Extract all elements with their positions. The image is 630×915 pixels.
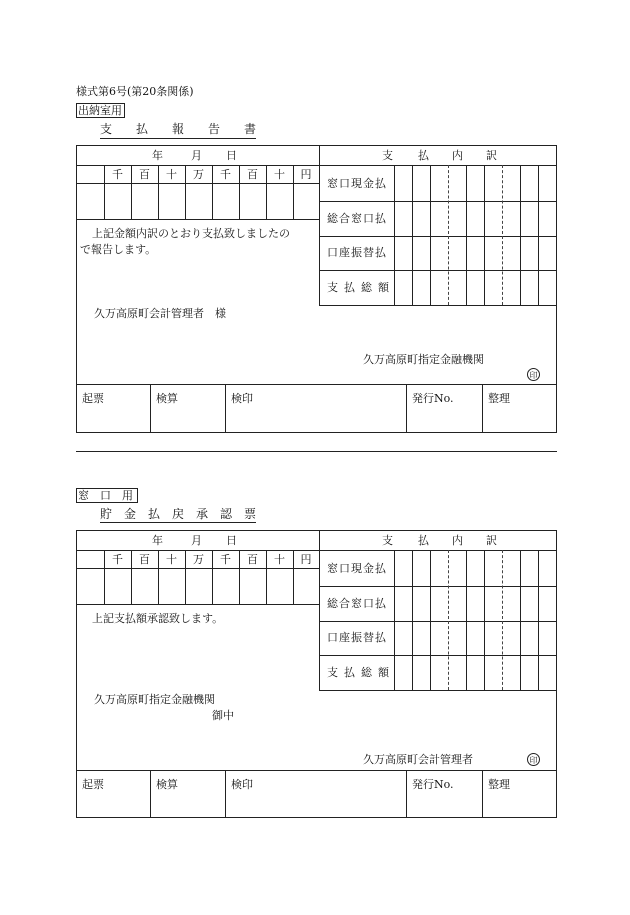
section-divider bbox=[76, 451, 557, 452]
breakdown-header-char: 訳 bbox=[486, 149, 497, 162]
date-day: 日 bbox=[226, 534, 237, 547]
addressee: 久万高原町会計管理者 様 bbox=[94, 307, 226, 320]
digit-unit: 千 bbox=[112, 168, 123, 181]
date-year: 年 bbox=[152, 149, 163, 162]
date-month: 月 bbox=[191, 149, 202, 162]
footer-calculation: 検算 bbox=[156, 392, 178, 405]
section-label-text: 出納室用 bbox=[78, 104, 122, 117]
digit-unit: 万 bbox=[193, 168, 204, 181]
seal-icon: 印 bbox=[527, 368, 540, 381]
footer-inspection-seal: 検印 bbox=[231, 778, 253, 791]
breakdown-header-char: 内 bbox=[452, 149, 463, 162]
digit-unit: 十 bbox=[166, 168, 177, 181]
digit-unit: 百 bbox=[139, 168, 150, 181]
breakdown-header-char: 払 bbox=[418, 149, 429, 162]
footer-filing: 整理 bbox=[488, 778, 510, 791]
footer-issue-no: 発行No. bbox=[412, 778, 454, 791]
breakdown-header-char: 支 bbox=[382, 534, 393, 547]
row-label-transfer: 口座振替払 bbox=[327, 631, 387, 644]
statement-line-1: 上記金額内訳のとおり支払致しましたの bbox=[92, 227, 290, 240]
statement-line-2: で報告します。 bbox=[80, 243, 157, 256]
footer-inspection-seal: 検印 bbox=[231, 392, 253, 405]
digit-unit: 百 bbox=[247, 168, 258, 181]
breakdown-header-char: 内 bbox=[452, 534, 463, 547]
addressee-honorific: 御中 bbox=[212, 709, 234, 722]
title-char: 戻 bbox=[172, 507, 185, 521]
title-char: 票 bbox=[244, 507, 257, 521]
digit-unit: 十 bbox=[274, 553, 285, 566]
footer-drafter: 起票 bbox=[82, 778, 104, 791]
title-char: 貯 bbox=[100, 507, 113, 521]
digit-unit: 百 bbox=[247, 553, 258, 566]
row-label-cash: 窓口現金払 bbox=[327, 562, 387, 575]
title-char: 認 bbox=[220, 507, 233, 521]
statement-line-1: 上記支払額承認致します。 bbox=[92, 612, 224, 625]
title-char: 書 bbox=[244, 122, 257, 136]
date-year: 年 bbox=[152, 534, 163, 547]
title-char: 告 bbox=[208, 122, 221, 136]
digit-unit: 十 bbox=[166, 553, 177, 566]
digit-unit: 円 bbox=[300, 553, 312, 566]
title-char: 払 bbox=[136, 122, 149, 136]
digit-unit: 円 bbox=[300, 168, 312, 181]
title-char: 承 bbox=[196, 507, 209, 521]
title-char: 支 bbox=[100, 122, 113, 136]
digit-unit: 千 bbox=[112, 553, 123, 566]
digit-unit: 千 bbox=[220, 553, 231, 566]
seal-icon: 印 bbox=[527, 753, 540, 766]
digit-unit: 十 bbox=[274, 168, 285, 181]
digit-unit: 万 bbox=[193, 553, 204, 566]
row-label-cash: 窓口現金払 bbox=[327, 177, 387, 190]
title-char: 金 bbox=[124, 507, 137, 521]
footer-drafter: 起票 bbox=[82, 392, 104, 405]
footer-calculation: 検算 bbox=[156, 778, 178, 791]
breakdown-header-char: 支 bbox=[382, 149, 393, 162]
digit-unit: 百 bbox=[139, 553, 150, 566]
breakdown-header-char: 訳 bbox=[486, 534, 497, 547]
date-month: 月 bbox=[191, 534, 202, 547]
title-char: 報 bbox=[172, 122, 185, 136]
addressee: 久万高原町指定金融機関 bbox=[94, 693, 215, 706]
title-char: 払 bbox=[148, 507, 161, 521]
footer-issue-no: 発行No. bbox=[412, 392, 454, 405]
digit-unit: 千 bbox=[220, 168, 231, 181]
issuer: 久万高原町指定金融機関 bbox=[363, 353, 484, 366]
issuer: 久万高原町会計管理者 bbox=[363, 753, 473, 766]
row-label-general: 総合窓口払 bbox=[327, 212, 387, 225]
row-label-total: 支払総額 bbox=[327, 666, 395, 679]
footer-filing: 整理 bbox=[488, 392, 510, 405]
breakdown-header-char: 払 bbox=[418, 534, 429, 547]
section-label-text: 窓 口 用 bbox=[78, 489, 133, 502]
form-number: 様式第6号(第20条関係) bbox=[76, 85, 194, 98]
row-label-transfer: 口座振替払 bbox=[327, 246, 387, 259]
row-label-general: 総合窓口払 bbox=[327, 597, 387, 610]
date-day: 日 bbox=[226, 149, 237, 162]
row-label-total: 支払総額 bbox=[327, 281, 395, 294]
